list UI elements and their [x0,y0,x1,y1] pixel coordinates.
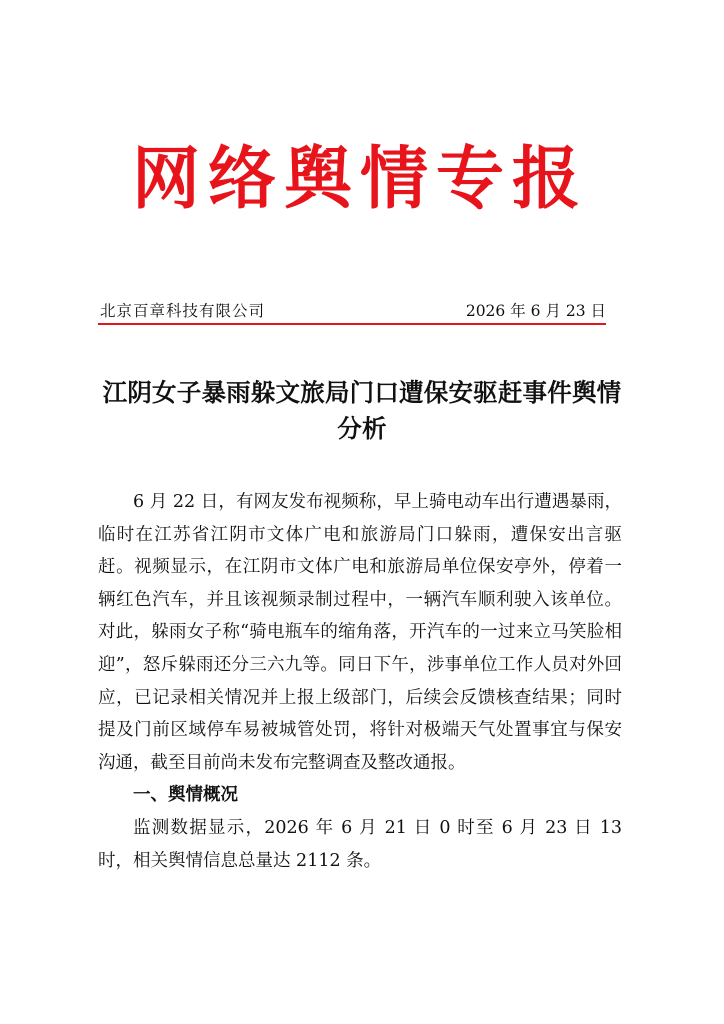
header-divider [98,323,606,325]
body-paragraph: 监测数据显示，2026 年 6 月 21 日 0 时至 6 月 23 日 13 时，相关舆情信息总量达 2112 条。 [98,817,622,871]
meta-row [100,299,608,323]
report-title: 江阴女子暴雨躲文旅局门口遭保安驱赶事件舆情分析 [102,378,622,443]
body-paragraph: 6 月 22 日，有网友发布视频称，早上骑电动车出行遭遇暴雨，临时在江苏省江阴市文体广电和旅游局门口躲雨，遭保安出言驱赶。视频显示，在江阴市文体广电和旅游局单位保安亭外，停着一辆红色汽车，并且该视频录制过程中，一辆汽车顺利驶入该单位。对此，躲雨女子称“骑电瓶车的缩角落，开汽车的一过来立马笑脸相迎”，怒斥躲雨还分三六九等。同日下午，涉事单位工作人员对外回应，已记录相关情况并上报上级部门，后续会反馈核查结果；同时提及门前区域停车易被城管处罚，将针对极端天气处置事宜与保安沟通，截至目前尚未发布完整调查及整改通报。 [98,492,622,773]
report-body [98,486,622,877]
organization-name: 北京百章科技有限公司 [100,302,266,320]
section-heading: 一、舆情概况 [133,785,238,806]
report-date: 2026 年 6 月 23 日 [465,302,606,320]
masthead-title: 网络舆情专报 [131,140,588,219]
